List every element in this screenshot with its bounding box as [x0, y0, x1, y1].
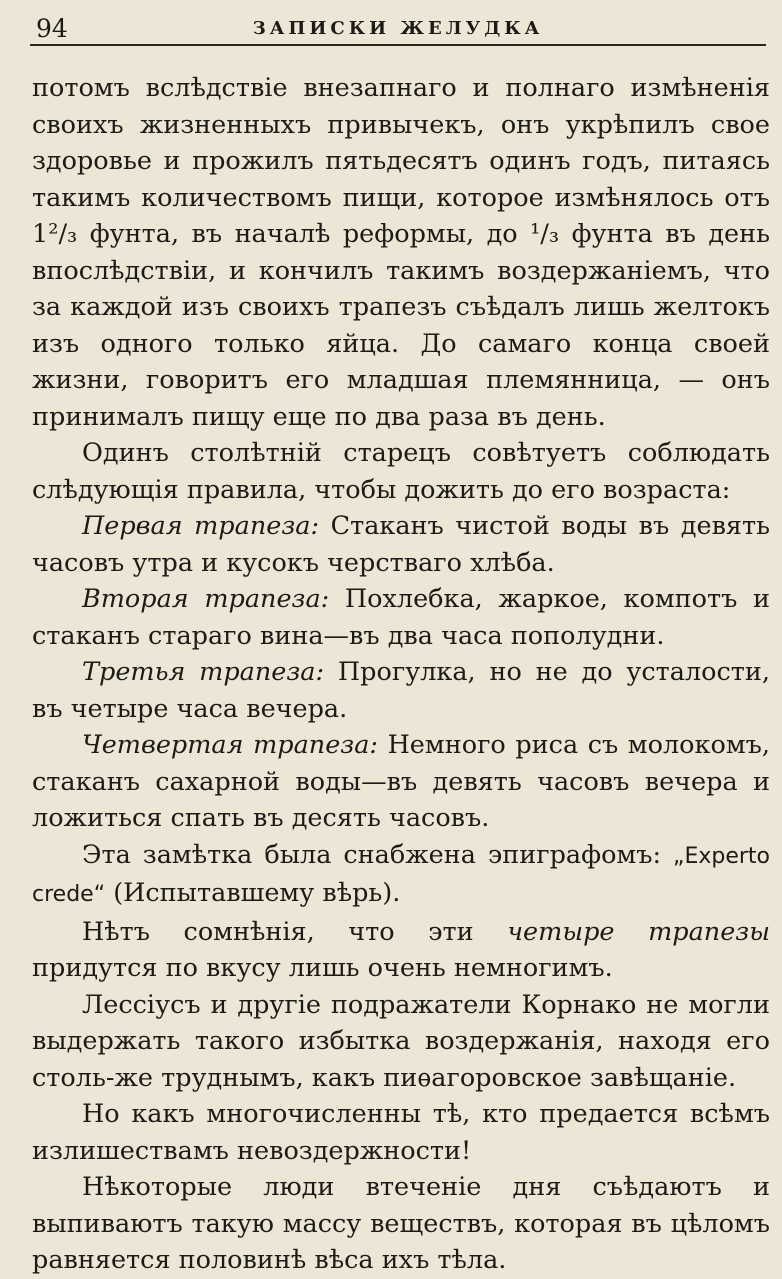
paragraph-lessius: Лессіусъ и другіе подражатели Корнако не могли выдержать такого избытка воздержанія, находя его столь-же труднымъ, какъ пиѳагоровское завѣщаніе.: [32, 989, 770, 1093]
meal-2-label: Вторая трапеза:: [82, 584, 330, 614]
paragraph-weight: Нѣкоторые люди втеченіе дня съѣдаютъ и выпиваютъ такую массу веществъ, которая въ цѣломъ равняется половинѣ вѣса ихъ тѣла.: [32, 1172, 770, 1275]
epigraph-latin: „Experto crede“: [32, 843, 770, 907]
meal-3-text: Прогулка, но не до усталости, въ четыре часа вечера.: [32, 657, 770, 724]
paragraph-meal-2: [32, 581, 770, 654]
paragraph-advice: Одинъ столѣтній старецъ совѣтуетъ соблюдать слѣдующія правила, чтобы дожить до его возраста:: [32, 438, 770, 505]
meal-3-label: Третья трапеза:: [82, 657, 325, 687]
running-title: ЗАПИСКИ ЖЕЛУДКА: [252, 18, 544, 39]
meal-4-label: Четвертая трапеза:: [82, 730, 378, 760]
paragraph-excess: Но какъ многочисленны тѣ, кто предается всѣмъ излишествамъ невоздержности!: [32, 1099, 770, 1166]
meal-2-text: Похлебка, жаркое, компотъ и стаканъ стараго вина—въ два часа пополудни.: [32, 584, 770, 651]
paragraph-meal-4: [32, 727, 770, 837]
page-number: 94: [36, 14, 68, 43]
meal-4-text: Немного риса съ молокомъ, стаканъ сахарной воды—въ девять часовъ вечера и ложиться спать въ десять часовъ.: [32, 730, 770, 833]
page-body: [32, 70, 770, 1279]
page-header: [30, 10, 766, 46]
paragraph-epigraph: [32, 837, 770, 914]
paragraph-meal-3: [32, 654, 770, 727]
paragraph-meal-1: [32, 508, 770, 581]
paragraph-doubt: [32, 914, 770, 987]
doubt-a: Нѣтъ сомнѣнія, что эти: [82, 916, 508, 947]
doubt-italic: четыре трапезы: [507, 916, 770, 947]
doubt-b: придутся по вкусу лишь очень немногимъ.: [32, 953, 613, 983]
epigraph-intro: Эта замѣтка была снабжена эпиграфомъ:: [82, 839, 674, 870]
meal-1-label: Первая трапеза:: [82, 511, 320, 541]
epigraph-translation: (Испытавшему вѣрь).: [105, 878, 401, 908]
paragraph-continuation: потомъ вслѣдствіе внезапнаго и полнаго измѣненія своихъ жизненныхъ привычекъ, онъ укрѣпилъ свое здоровье и прожилъ пятьдесятъ одинъ годъ, питаясь такимъ количествомъ пищи, которое измѣнялось отъ 1²/₃ фунта, въ началѣ реформы, до ¹/₃ фунта въ день впослѣдствіи, и кончилъ такимъ воздержаніемъ, что за каждой изъ своихъ трапезъ съѣдалъ лишь желтокъ изъ одного только яйца. До самаго конца своей жизни, говоритъ его младшая племянница, — онъ принималъ пищу еще по два раза въ день.: [32, 73, 770, 432]
meal-1-text: Стаканъ чистой воды въ девять часовъ утра и кусокъ черстваго хлѣба.: [32, 511, 771, 578]
